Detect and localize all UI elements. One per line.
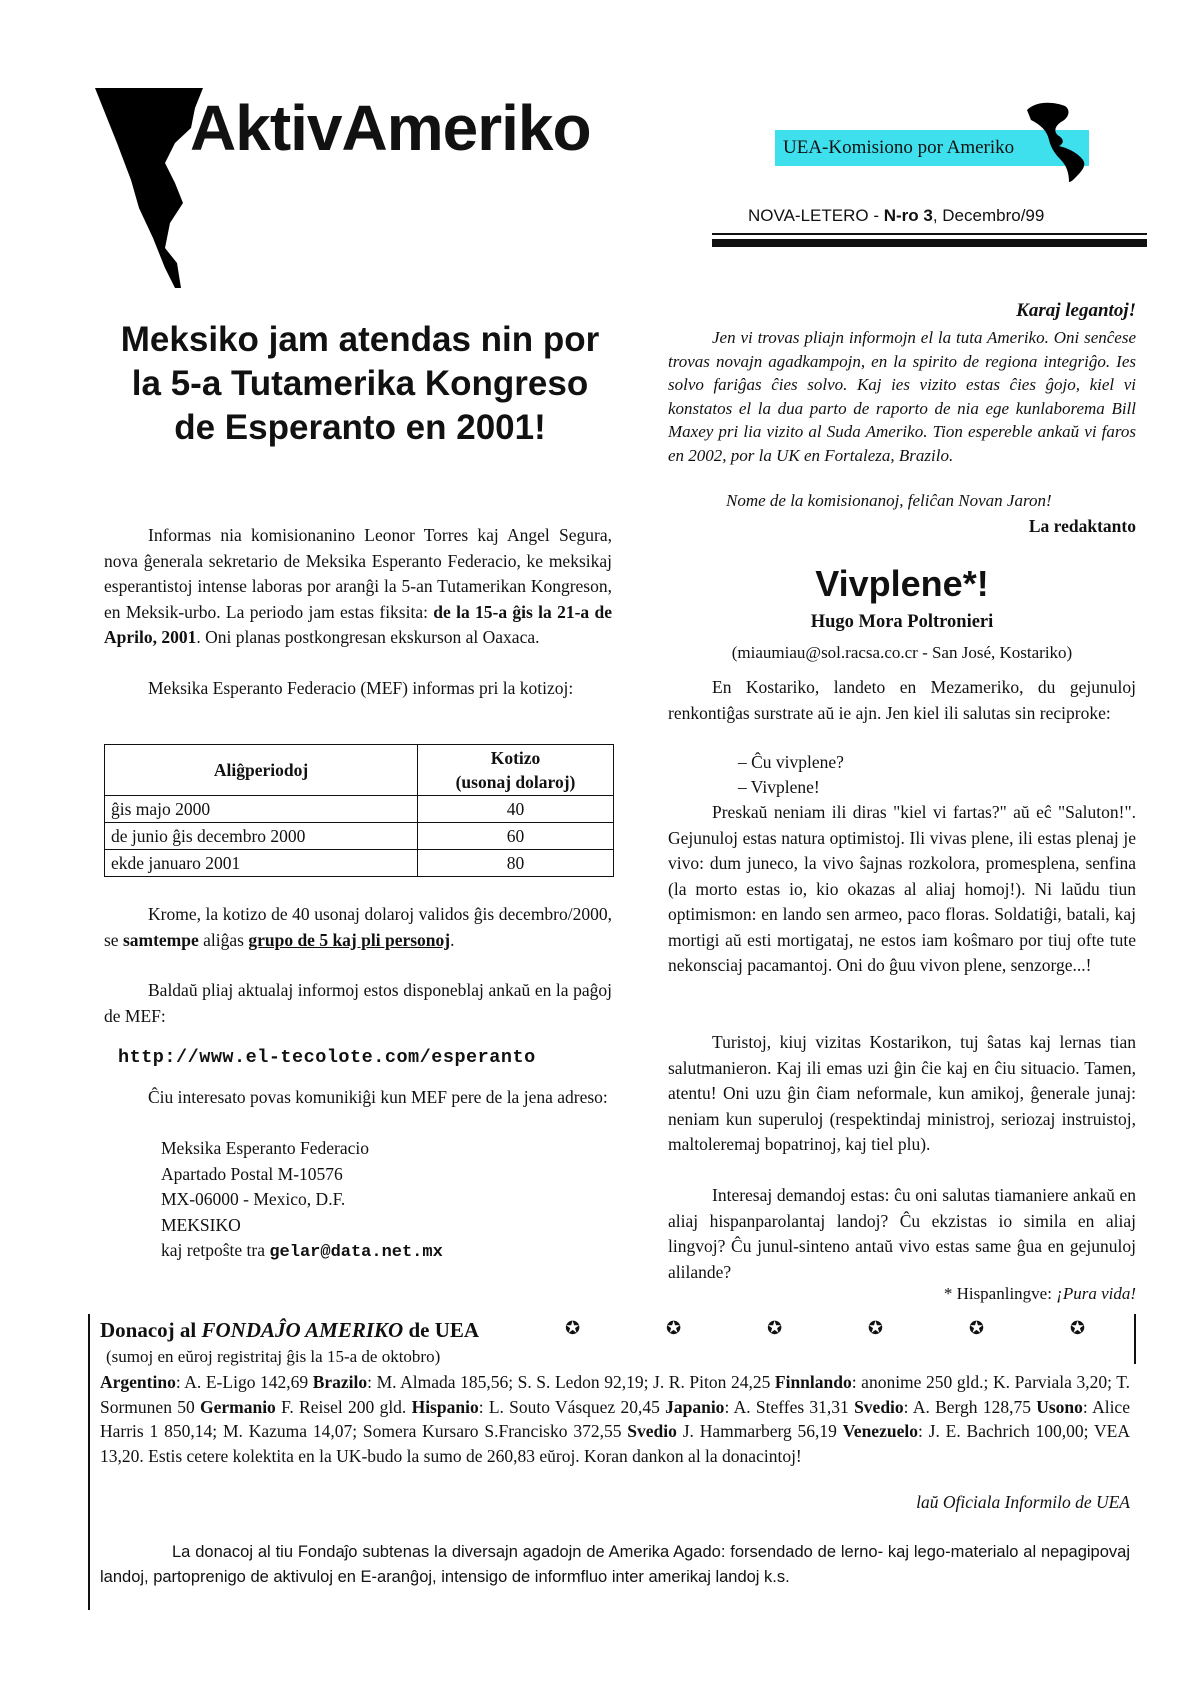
donations-fund-name: FONDAĴO AMERIKO [201,1318,404,1342]
p1-text: Informas nia komisionanino Leonor Torres kaj Angel Segura, nova ĝenerala sekretario de Meksika Esperanto Federacio, ke meksikaj esperantistoj intense laboras por aranĝi la 5-an Tutamerikan Kongreson, en Meksik-urbo. La periodo jam estas fiksita: [104,525,612,622]
donations-subtitle: (sumoj en eŭroj registritaj ĝis la 15-a de oktobro) [106,1347,441,1366]
star-icon: ✪ [565,1318,581,1339]
donor-text: J. Hammarberg 56,19 [676,1421,843,1441]
donor-text: : J. E. Bachrich 100,00; VEA 13,20. Estis cetere kolektita en la UK-budo la sumo de 260,83 eŭroj. Koran dankon al la donacintoj! [100,1421,1130,1466]
footnote-phrase: ¡Pura vida! [1056,1284,1136,1303]
donations-star-row [565,1318,1085,1339]
vivplene-paragraph-3: Turistoj, kiuj vizitas Kostarikon, tuj ŝatas kaj lernas tian salutmanieron. Kaj ili emas uzi ĝin ĉie kaj en ĉiu situacio. Tamen, atentu! Oni uzu ĝin ĉiam neformale, kun amikoj, ĝenerale junaj: neniam kun superuloj (respektindaj ministroj, seriozaj instruistoj, maltoleremaj bopatrinoj, kaj tiel plu). [668,1032,1136,1154]
donor-text: : anonime 250 gld.; K. Parviala 3,20; T. Sormunen 50 [100,1372,1130,1417]
issue-date: , Decembro/99 [932,206,1045,225]
p3-tail: . [450,929,455,950]
article-paragraph-4: Baldaŭ pliaj aktualaj informoj estos disponeblaj ankaŭ en la paĝoj de MEF: [104,980,612,1026]
star-icon: ✪ [766,1318,783,1339]
p1-tail: . Oni planas postkongresan ekskurson al Oaxaca. [196,627,540,647]
mef-address [161,1136,443,1266]
donor-text: : M. Almada 185,56; S. S. Ledon 92,19; J. R. Piton 24,25 [367,1372,775,1392]
vivplene-paragraph-2: Preskaŭ neniam ili diras "kiel vi fartas?" aŭ eĉ "Saluton!". Gejunuloj estas natura optimistoj. Ili vivas plene, ili estas plenaj je vivo: dum juneco, la vivo ŝajnas rozkolora, promesplena, senfina (la morto estas io, kio okazas al aliaj homoj!). Ni laŭdu tiun optimismon: en lando sen armeo, paco floras. Soldatiĝi, batali, kaj mortigi aŭ esti mortigataj, ne estos iam koŝmaro por tiuj ofte tute nekonsciaj pacamantoj. Oni do ĝuu vivon plene, senzorge...! [668,802,1136,975]
donations-title [100,1318,479,1343]
masthead-rule-thick [712,239,1147,247]
article-paragraph-2: Meksika Esperanto Federacio (MEF) informas pri la kotizoj: [148,678,574,698]
fee-table-col-period: Aliĝperiodoj [105,745,418,796]
p3-bold: samtempe [122,929,199,950]
fee-col-line2: (usonaj dolaroj) [455,772,576,792]
editorial-greeting: Nome de la komisionanoj, feliĉan Novan Jaron! [726,491,1052,510]
fee-value: 80 [418,850,614,877]
fee-period: ĝis majo 2000 [105,796,418,823]
masthead-rule-thin [712,233,1147,235]
p3-underlined: grupo de 5 kaj pli personoj [248,929,451,950]
editorial-signature: La redaktanto [1028,516,1136,536]
donor-text: : A. Bergh 128,75 [903,1396,1037,1417]
fee-period: de junio ĝis decembro 2000 [105,823,418,850]
donor-country: Argentino [100,1372,176,1392]
fee-table [104,744,614,877]
address-line: Apartado Postal M-10576 [161,1163,343,1184]
donations-list [100,1370,1130,1468]
fee-value: 60 [418,823,614,850]
donor-text: F. Reisel 200 gld. [275,1396,412,1417]
article-paragraph-1 [104,523,612,651]
commission-banner: UEA-Komisiono por Ameriko [775,130,1089,166]
editorial-body: Jen vi trovas pliajn informojn el la tuta Ameriko. Oni senĉese trovas novajn agadkampojn, en la spirito de regiona integriĝo. Ies solvo fariĝas ĉies solvo. Kaj ies vizito estas ĉies ĝojo, kiel vi konstatos el la dua parto de raporto de nia ege kunlaborema Bill Maxey pri lia vizito al Suda Ameriko. Tion espereble ankaŭ vi faros en 2002, por la UK en Fortaleza, Brazilo. [668,328,1136,465]
vivplene-paragraph-1: En Kostariko, landeto en Mezameriko, du gejunuloj renkontiĝas surstrate aŭ ie ajn. Jen kiel ili salutas sin reciproke: [668,677,1136,723]
fee-table-header [105,745,614,796]
donations-closing: La donacoj al tiu Fondaĵo subtenas la diversajn agadojn de Amerika Agado: forsendado de lerno- kaj lego-materialo al nepagipovaj landoj, partoprenigo de aktivuloj en E-aranĝoj, intensigo de informfluo inter amerikaj landoj k.s. [100,1543,1130,1586]
issue-number: N-ro 3 [883,206,933,225]
donor-text: : L. Souto Vásquez 20,45 [478,1396,666,1417]
donor-country: Hispanio [411,1396,479,1417]
star-icon: ✪ [665,1318,682,1339]
vivplene-contact: (miaumiau@sol.racsa.co.cr - San José, Kostariko) [731,643,1073,662]
donor-country: Usono [1036,1396,1083,1417]
p3-mid: aliĝas [198,929,249,950]
donor-text: : Alice Harris 1 850,14; M. Kazuma 14,07; Somera Kursaro S.Francisko 372,55 [100,1396,1130,1441]
mef-email-link[interactable]: gelar@data.net.mx [269,1243,443,1262]
star-icon: ✪ [867,1318,883,1339]
source-name: Oficiala Informilo de UEA [942,1492,1130,1512]
vivplene-paragraph-4: Interesaj demandoj estas: ĉu oni salutas tiamaniere ankaŭ en aliaj hispanparolantaj landoj? Ĉu ekzistas io simila en aliaj lingvoj? Ĉu junul-sinteno antaŭ vivo estas same ĝua en gejunuloj alilande? [668,1185,1136,1282]
donor-country: Finnlando [774,1372,852,1392]
donor-country: Germanio [199,1396,276,1417]
donations-border-right [1134,1314,1136,1364]
donor-country: Venezuelo [842,1421,918,1441]
footnote-prefix: * Hispanlingve: [943,1284,1057,1303]
star-icon: ✪ [968,1318,984,1339]
masthead-title: AktivAmeriko [190,92,591,164]
email-prefix: kaj retpoŝte tra [161,1240,270,1260]
issue-prefix: NOVA-LETERO - [748,206,884,225]
donations-border-left [88,1314,90,1610]
americas-logo-icon [95,88,205,288]
table-row [105,850,614,877]
donations-source [100,1492,1130,1513]
vivplene-dialogue-1: – Ĉu vivplene? [738,752,844,772]
donor-country: Svedio [854,1396,904,1417]
vivplene-author: Hugo Mora Poltronieri [810,612,994,632]
editorial-heading: Karaj legantoj! [1016,300,1136,321]
address-line: Meksika Esperanto Federacio [161,1138,369,1158]
issue-line [748,206,1044,226]
star-icon: ✪ [1069,1318,1085,1339]
address-line: MX-06000 - Mexico, D.F. [161,1189,346,1209]
globe-map-icon [1025,100,1095,182]
address-email-line [161,1238,443,1266]
donor-country: Japanio [665,1396,725,1417]
article-paragraph-3 [104,902,612,953]
article-paragraph-5: Ĉiu interesato povas komunikiĝi kun MEF pere de la jena adreso: [148,1087,608,1107]
article-headline: Meksiko jam atendas nin por la 5-a Tutamerika Kongreso de Esperanto en 2001! [120,320,600,447]
donor-country: Svedio [627,1421,677,1441]
vivplene-dialogue-2: – Vivplene! [738,777,820,797]
donations-title-start: Donacoj al [100,1318,202,1342]
source-prefix: laŭ [916,1492,943,1512]
fee-period: ekde januaro 2001 [105,850,418,877]
fee-table-col-fee [418,745,614,796]
vivplene-title: Vivplene*! [815,563,989,604]
donor-text: : A. E-Ligo 142,69 [175,1372,313,1392]
p1-dates: de la 15-a ĝis la 21-a de Aprilo, 2001 [104,601,612,647]
fee-value: 40 [418,796,614,823]
table-row [105,796,614,823]
donor-country: Brazilo [312,1372,368,1392]
donor-text: : A. Steffes 31,31 [724,1396,855,1417]
mef-website-link[interactable]: http://www.el-tecolote.com/esperanto [118,1047,536,1068]
p3-text: Krome, la kotizo de 40 usonaj dolaroj validos ĝis decembro/2000, se [104,904,612,950]
vivplene-footnote [668,1284,1136,1304]
fee-col-line1: Kotizo [490,748,541,768]
table-row [105,823,614,850]
donations-title-end: de UEA [403,1318,480,1342]
address-line: MEKSIKO [161,1214,241,1235]
